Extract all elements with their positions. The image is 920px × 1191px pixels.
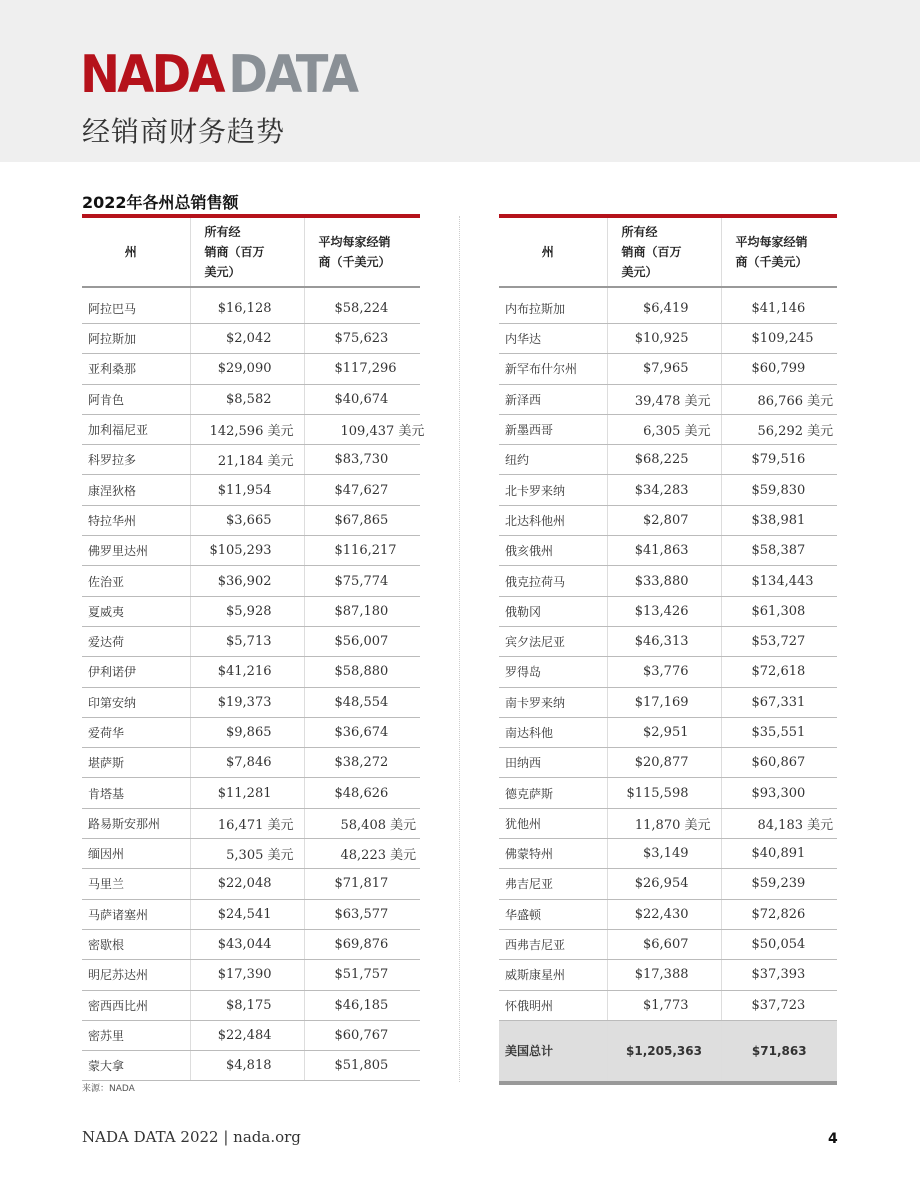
- table-row: [499, 566, 837, 596]
- state-cell: 威斯康星州: [499, 960, 607, 990]
- all-dealers-cell: $20,877: [607, 748, 721, 778]
- avg-dealer-cell: $72,618: [721, 657, 837, 687]
- table-row: [499, 657, 837, 687]
- all-dealers-cell: $7,846: [190, 748, 304, 778]
- state-cell: 北卡罗来纳: [499, 475, 607, 505]
- state-cell: 纽约: [499, 445, 607, 475]
- table-row: [82, 748, 420, 778]
- avg-dealer-cell: $37,723: [721, 990, 837, 1020]
- table-row: [82, 869, 420, 899]
- all-dealers-cell: 16,471 美元: [190, 808, 304, 838]
- right-table-header: [499, 216, 837, 287]
- all-dealers-cell: $115,598: [607, 778, 721, 808]
- avg-dealer-cell: $56,007: [304, 626, 420, 656]
- all-dealers-cell: $22,430: [607, 899, 721, 929]
- avg-dealer-cell: $109,245: [721, 324, 837, 354]
- state-cell: 明尼苏达州: [82, 960, 190, 990]
- state-cell: 阿拉斯加: [82, 324, 190, 354]
- state-cell: 路易斯安那州: [82, 808, 190, 838]
- table-row: [82, 566, 420, 596]
- all-dealers-cell: $2,042: [190, 324, 304, 354]
- all-dealers-cell: $3,665: [190, 505, 304, 535]
- logo-nada: NADA: [80, 45, 223, 105]
- avg-dealer-cell: $35,551: [721, 717, 837, 747]
- table-row: [499, 778, 837, 808]
- state-cell: 康涅狄格: [82, 475, 190, 505]
- state-cell: 西弗吉尼亚: [499, 929, 607, 959]
- all-dealers-cell: $22,484: [190, 1020, 304, 1050]
- state-cell: 马萨诸塞州: [82, 899, 190, 929]
- right-table-body: [499, 287, 837, 1020]
- table-row: [82, 687, 420, 717]
- all-dealers-cell: $43,044: [190, 929, 304, 959]
- avg-dealer-cell: $72,826: [721, 899, 837, 929]
- all-dealers-cell: $29,090: [190, 354, 304, 384]
- avg-dealer-cell: $40,674: [304, 384, 420, 414]
- all-dealers-cell: $33,880: [607, 566, 721, 596]
- all-dealers-cell: 21,184 美元: [190, 445, 304, 475]
- table-row: [499, 324, 837, 354]
- state-cell: 犹他州: [499, 808, 607, 838]
- state-cell: 内华达: [499, 324, 607, 354]
- avg-dealer-cell: $48,626: [304, 778, 420, 808]
- all-dealers-cell: $8,175: [190, 990, 304, 1020]
- state-cell: 佛罗里达州: [82, 536, 190, 566]
- state-cell: 俄克拉荷马: [499, 566, 607, 596]
- all-dealers-cell: $7,965: [607, 354, 721, 384]
- avg-dealer-cell: $37,393: [721, 960, 837, 990]
- all-dealers-cell: $11,954: [190, 475, 304, 505]
- all-dealers-cell: $17,388: [607, 960, 721, 990]
- all-dealers-cell: $9,865: [190, 717, 304, 747]
- total-row: [499, 1020, 837, 1083]
- all-dealers-cell: $2,951: [607, 717, 721, 747]
- left-table-header: [82, 216, 420, 287]
- avg-dealer-cell: $58,880: [304, 657, 420, 687]
- table-row: [499, 354, 837, 384]
- state-cell: 新罕布什尔州: [499, 354, 607, 384]
- all-dealers-cell: $22,048: [190, 869, 304, 899]
- avg-dealer-cell: $134,443: [721, 566, 837, 596]
- state-cell: 阿肯色: [82, 384, 190, 414]
- state-cell: 南卡罗来纳: [499, 687, 607, 717]
- state-cell: 爱荷华: [82, 717, 190, 747]
- table-row: [82, 839, 420, 869]
- header-state: 州: [499, 216, 607, 287]
- table-row: [499, 445, 837, 475]
- header-avg-dealer: 平均每家经销 商（千美元）: [721, 216, 837, 287]
- all-dealers-cell: $3,776: [607, 657, 721, 687]
- state-cell: 加利福尼亚: [82, 414, 190, 444]
- state-cell: 密歇根: [82, 929, 190, 959]
- avg-dealer-cell: $58,224: [304, 287, 420, 324]
- logo-data: DATA: [228, 45, 357, 105]
- avg-dealer-cell: 48,223 美元: [304, 839, 420, 869]
- state-cell: 印第安纳: [82, 687, 190, 717]
- all-dealers-cell: $6,419: [607, 287, 721, 324]
- state-cell: 南达科他: [499, 717, 607, 747]
- table-row: [82, 626, 420, 656]
- table-row: [499, 384, 837, 414]
- all-dealers-cell: $24,541: [190, 899, 304, 929]
- table-row: [82, 808, 420, 838]
- table-row: [499, 808, 837, 838]
- all-dealers-cell: $10,925: [607, 324, 721, 354]
- state-cell: 科罗拉多: [82, 445, 190, 475]
- table-row: [499, 717, 837, 747]
- avg-dealer-cell: $40,891: [721, 839, 837, 869]
- section-title: 2022年各州总销售额: [82, 193, 239, 212]
- total-avg-dealer: $71,863: [721, 1020, 837, 1083]
- table-row: [499, 287, 837, 324]
- avg-dealer-cell: $117,296: [304, 354, 420, 384]
- avg-dealer-cell: $69,876: [304, 929, 420, 959]
- avg-dealer-cell: $79,516: [721, 445, 837, 475]
- state-cell: 新泽西: [499, 384, 607, 414]
- header-avg-dealer: 平均每家经销 商（千美元）: [304, 216, 420, 287]
- all-dealers-cell: $16,128: [190, 287, 304, 324]
- state-cell: 密西西比州: [82, 990, 190, 1020]
- state-cell: 内布拉斯加: [499, 287, 607, 324]
- table-row: [82, 596, 420, 626]
- avg-dealer-cell: $93,300: [721, 778, 837, 808]
- avg-dealer-cell: $58,387: [721, 536, 837, 566]
- avg-dealer-cell: $87,180: [304, 596, 420, 626]
- state-cell: 伊利诺伊: [82, 657, 190, 687]
- state-cell: 罗得岛: [499, 657, 607, 687]
- page-header: [0, 0, 920, 162]
- all-dealers-cell: $5,928: [190, 596, 304, 626]
- avg-dealer-cell: $53,727: [721, 626, 837, 656]
- all-dealers-cell: $17,390: [190, 960, 304, 990]
- avg-dealer-cell: 86,766 美元: [721, 384, 837, 414]
- state-cell: 华盛顿: [499, 899, 607, 929]
- state-cell: 北达科他州: [499, 505, 607, 535]
- state-cell: 新墨西哥: [499, 414, 607, 444]
- all-dealers-cell: 39,478 美元: [607, 384, 721, 414]
- state-cell: 堪萨斯: [82, 748, 190, 778]
- state-cell: 俄亥俄州: [499, 536, 607, 566]
- table-row: [82, 414, 420, 444]
- state-cell: 爱达荷: [82, 626, 190, 656]
- avg-dealer-cell: $71,817: [304, 869, 420, 899]
- all-dealers-cell: $36,902: [190, 566, 304, 596]
- state-cell: 蒙大拿: [82, 1051, 190, 1081]
- all-dealers-cell: 142,596 美元: [190, 414, 304, 444]
- all-dealers-cell: $41,863: [607, 536, 721, 566]
- state-cell: 宾夕法尼亚: [499, 626, 607, 656]
- avg-dealer-cell: 109,437 美元: [304, 414, 420, 444]
- avg-dealer-cell: $60,767: [304, 1020, 420, 1050]
- state-cell: 肯塔基: [82, 778, 190, 808]
- table-row: [82, 960, 420, 990]
- table-row: [82, 929, 420, 959]
- nada-data-logo: [80, 45, 357, 105]
- table-row: [499, 929, 837, 959]
- all-dealers-cell: $11,281: [190, 778, 304, 808]
- all-dealers-cell: 6,305 美元: [607, 414, 721, 444]
- avg-dealer-cell: $59,830: [721, 475, 837, 505]
- avg-dealer-cell: $46,185: [304, 990, 420, 1020]
- all-dealers-cell: $8,582: [190, 384, 304, 414]
- all-dealers-cell: 11,870 美元: [607, 808, 721, 838]
- table-row: [499, 748, 837, 778]
- avg-dealer-cell: $61,308: [721, 596, 837, 626]
- state-cell: 怀俄明州: [499, 990, 607, 1020]
- avg-dealer-cell: $50,054: [721, 929, 837, 959]
- total-label: 美国总计: [499, 1020, 607, 1083]
- avg-dealer-cell: $60,799: [721, 354, 837, 384]
- state-cell: 佐治亚: [82, 566, 190, 596]
- state-cell: 马里兰: [82, 869, 190, 899]
- table-row: [82, 778, 420, 808]
- column-divider: [459, 216, 460, 1082]
- table-row: [499, 475, 837, 505]
- all-dealers-cell: 5,305 美元: [190, 839, 304, 869]
- left-sales-table: [82, 214, 425, 1081]
- avg-dealer-cell: $60,867: [721, 748, 837, 778]
- table-row: [82, 505, 420, 535]
- avg-dealer-cell: $36,674: [304, 717, 420, 747]
- header-all-dealers: 所有经 销商（百万 美元）: [607, 216, 721, 287]
- table-row: [82, 354, 420, 384]
- table-row: [499, 536, 837, 566]
- total-all-dealers: $1,205,363: [607, 1020, 721, 1083]
- all-dealers-cell: $34,283: [607, 475, 721, 505]
- all-dealers-cell: $105,293: [190, 536, 304, 566]
- table-row: [82, 384, 420, 414]
- all-dealers-cell: $17,169: [607, 687, 721, 717]
- left-table-body: [82, 287, 425, 1081]
- table-row: [82, 717, 420, 747]
- state-cell: 佛蒙特州: [499, 839, 607, 869]
- avg-dealer-cell: $116,217: [304, 536, 420, 566]
- page-number: 4: [828, 1131, 838, 1147]
- all-dealers-cell: $1,773: [607, 990, 721, 1020]
- avg-dealer-cell: $38,272: [304, 748, 420, 778]
- state-cell: 田纳西: [499, 748, 607, 778]
- state-cell: 亚利桑那: [82, 354, 190, 384]
- all-dealers-cell: $19,373: [190, 687, 304, 717]
- all-dealers-cell: $2,807: [607, 505, 721, 535]
- table-row: [82, 475, 420, 505]
- avg-dealer-cell: 56,292 美元: [721, 414, 837, 444]
- state-cell: 夏威夷: [82, 596, 190, 626]
- table-row: [82, 899, 420, 929]
- table-row: [82, 1020, 420, 1050]
- source-note: 来源：NADA: [82, 1084, 135, 1094]
- avg-dealer-cell: 58,408 美元: [304, 808, 420, 838]
- table-row: [499, 505, 837, 535]
- all-dealers-cell: $26,954: [607, 869, 721, 899]
- page-subtitle: 经销商财务趋势: [82, 115, 286, 148]
- state-cell: 弗吉尼亚: [499, 869, 607, 899]
- table-row: [499, 960, 837, 990]
- state-cell: 特拉华州: [82, 505, 190, 535]
- avg-dealer-cell: 84,183 美元: [721, 808, 837, 838]
- table-row: [499, 990, 837, 1020]
- all-dealers-cell: $5,713: [190, 626, 304, 656]
- table-row: [499, 596, 837, 626]
- state-cell: 俄勒冈: [499, 596, 607, 626]
- footer-publication: NADA DATA 2022 | nada.org: [82, 1128, 301, 1146]
- avg-dealer-cell: $47,627: [304, 475, 420, 505]
- avg-dealer-cell: $63,577: [304, 899, 420, 929]
- table-row: [499, 414, 837, 444]
- table-row: [82, 324, 420, 354]
- table-row: [82, 445, 420, 475]
- table-row: [499, 839, 837, 869]
- table-row: [82, 990, 420, 1020]
- all-dealers-cell: $46,313: [607, 626, 721, 656]
- table-row: [499, 687, 837, 717]
- table-row: [82, 657, 420, 687]
- avg-dealer-cell: $67,331: [721, 687, 837, 717]
- state-cell: 密苏里: [82, 1020, 190, 1050]
- avg-dealer-cell: $48,554: [304, 687, 420, 717]
- all-dealers-cell: $41,216: [190, 657, 304, 687]
- all-dealers-cell: $6,607: [607, 929, 721, 959]
- avg-dealer-cell: $41,146: [721, 287, 837, 324]
- all-dealers-cell: $4,818: [190, 1051, 304, 1081]
- state-cell: 德克萨斯: [499, 778, 607, 808]
- table-row: [499, 626, 837, 656]
- avg-dealer-cell: $83,730: [304, 445, 420, 475]
- table-row: [499, 899, 837, 929]
- all-dealers-cell: $3,149: [607, 839, 721, 869]
- avg-dealer-cell: $67,865: [304, 505, 420, 535]
- avg-dealer-cell: $51,757: [304, 960, 420, 990]
- avg-dealer-cell: $51,805: [304, 1051, 420, 1081]
- all-dealers-cell: $13,426: [607, 596, 721, 626]
- header-state: 州: [82, 216, 190, 287]
- table-row: [499, 869, 837, 899]
- avg-dealer-cell: $38,981: [721, 505, 837, 535]
- avg-dealer-cell: $75,623: [304, 324, 420, 354]
- all-dealers-cell: $68,225: [607, 445, 721, 475]
- table-row: [82, 1051, 420, 1081]
- state-cell: 缅因州: [82, 839, 190, 869]
- table-row: [82, 536, 420, 566]
- avg-dealer-cell: $75,774: [304, 566, 420, 596]
- right-sales-table: [499, 214, 837, 1085]
- table-row: [82, 287, 420, 324]
- state-cell: 阿拉巴马: [82, 287, 190, 324]
- header-all-dealers: 所有经 销商（百万 美元）: [190, 216, 304, 287]
- avg-dealer-cell: $59,239: [721, 869, 837, 899]
